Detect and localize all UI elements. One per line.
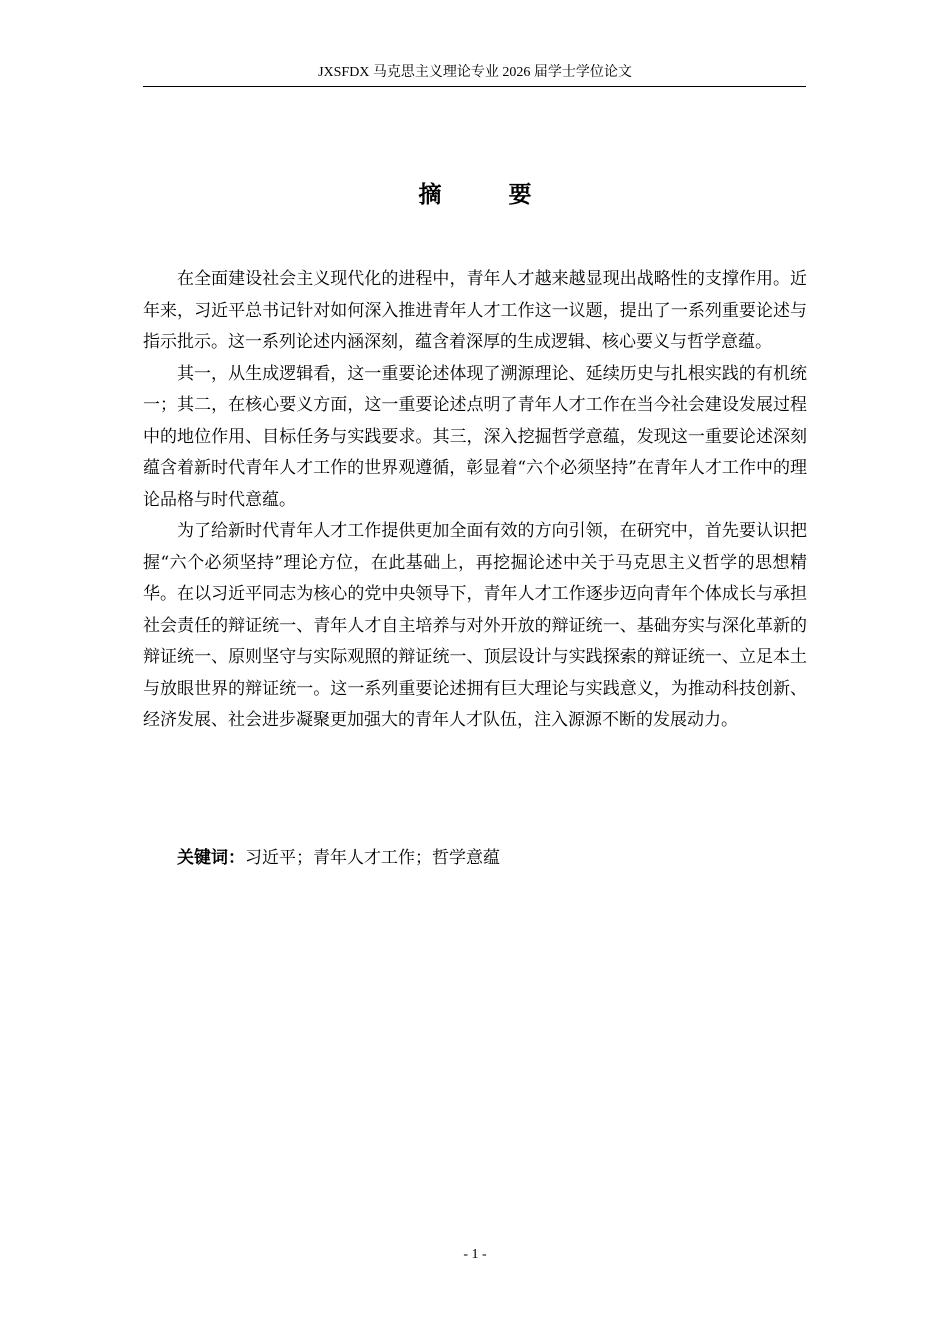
abstract-paragraph-3: 为了给新时代青年人才工作提供更加全面有效的方向引领，在研究中，首先要认识把握“六个必须坚持”理论方位，在此基础上，再挖掘论述中关于马克思主义哲学的思想精华。在以习近平同志为核心的党中央领导下，青年人才工作逐步迈向青年个体成长与承担社会责任的辩证统一、青年人才自主培养与对外开放的辩证统一、基础夯实与深化革新的辩证统一、原则坚守与实际观照的辩证统一、顶层设计与实践探索的辩证统一、立足本土与放眼世界的辩证统一。这一系列重要论述拥有巨大理论与实践意义，为推动科技创新、经济发展、社会进步凝聚更加强大的青年人才队伍，注入源源不断的发展动力。	[143, 521, 807, 730]
page-number: - 1 -	[463, 1247, 487, 1262]
keywords-line	[177, 843, 500, 874]
abstract-paragraph-1: 在全面建设社会主义现代化的进程中，青年人才越来越显现出战略性的支撑作用。近年来，习近平总书记针对如何深入推进青年人才工作这一议题，提出了一系列重要论述与指示批示。这一系列论述内涵深刻，蕴含着深厚的生成逻辑、核心要义与哲学意蕴。	[143, 269, 807, 352]
running-header: JXSFDX 马克思主义理论专业 2026 届学士学位论文	[318, 65, 632, 80]
abstract-body	[143, 264, 807, 737]
keywords-value: 习近平；青年人才工作；哲学意蕴	[245, 848, 500, 868]
keywords-label: 关键词：	[177, 848, 245, 868]
header-rule	[143, 86, 806, 87]
abstract-paragraph-2: 其一，从生成逻辑看，这一重要论述体现了溯源理论、延续历史与扎根实践的有机统一；其二，在核心要义方面，这一重要论述点明了青年人才工作在当今社会建设发展过程中的地位作用、目标任务与实践要求。其三，深入挖掘哲学意蕴，发现这一重要论述深刻蕴含着新时代青年人才工作的世界观遵循，彰显着“六个必须坚持”在青年人才工作中的理论品格与时代意蕴。	[143, 363, 807, 510]
abstract-title: 摘 要	[418, 182, 554, 208]
